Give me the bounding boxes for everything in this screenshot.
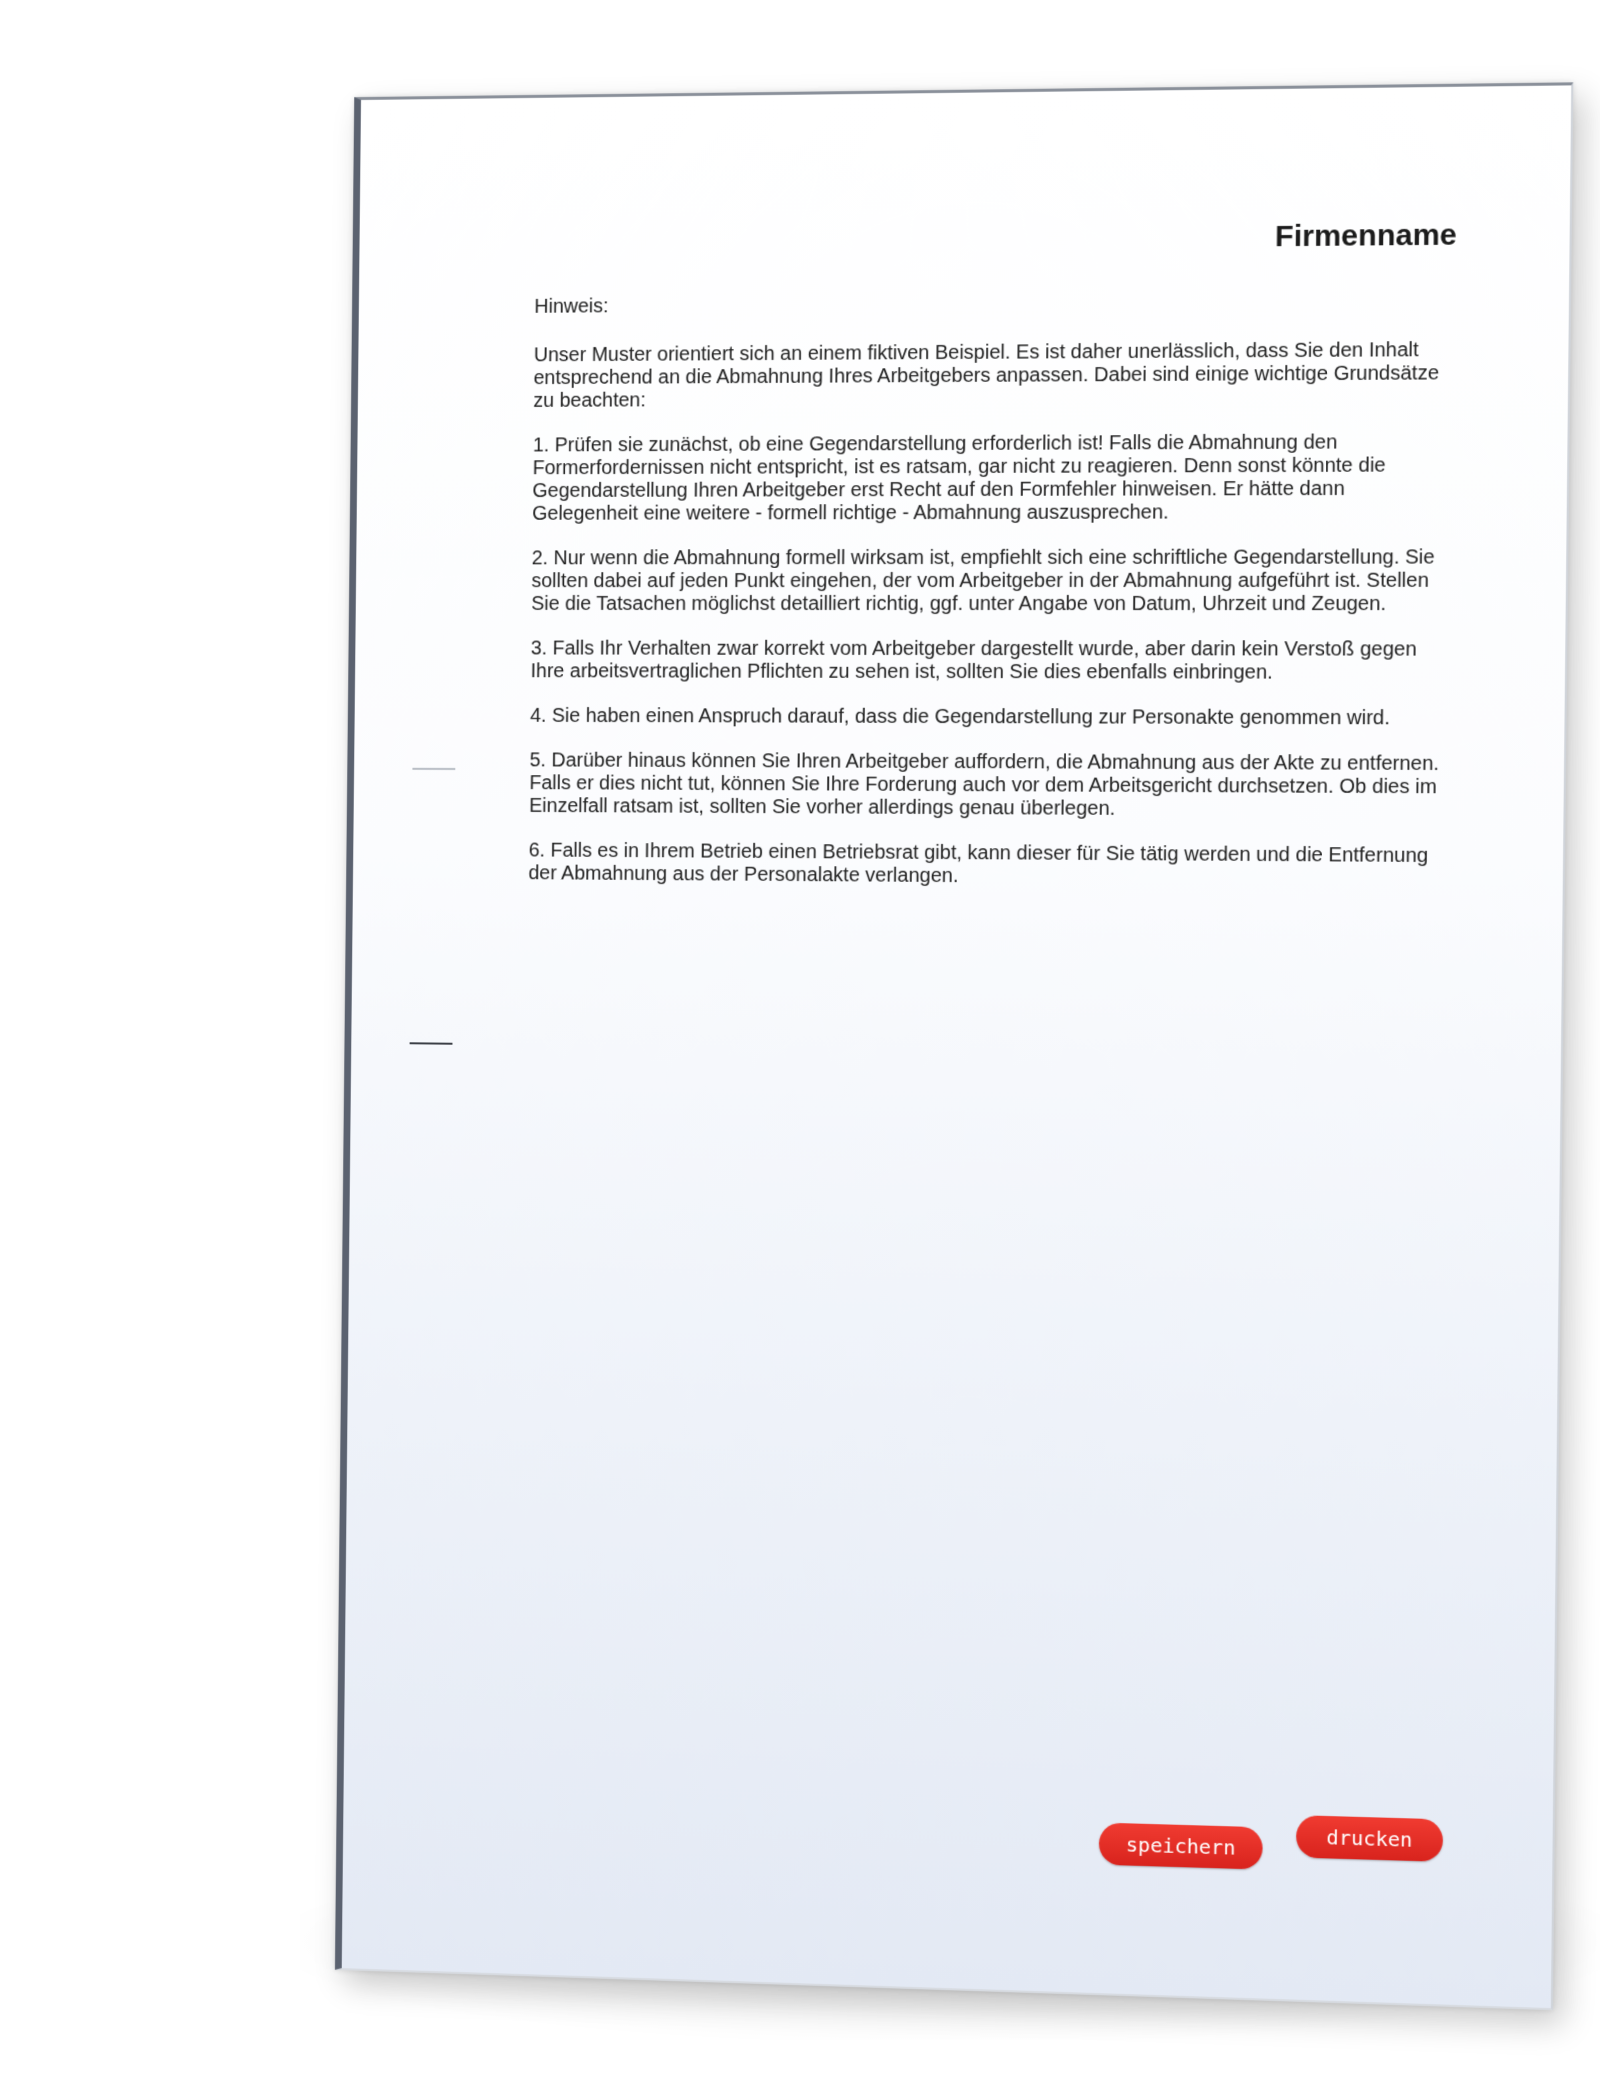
point-5: 5. Darüber hinaus können Sie Ihren Arbeitgeber auffordern, die Abmahnung aus der Akte zu entfernen. Falls er dies nicht tut, können Sie Ihre Forderung auch vor dem Arbeitsgericht durchsetzen. Ob dies im Einzelfall ratsam ist, sollten Sie vorher allerdings genau überlegen. xyxy=(529,749,1440,820)
document-body xyxy=(528,289,1445,913)
punch-mark xyxy=(410,1042,453,1044)
point-1: 1. Prüfen sie zunächst, ob eine Gegendarstellung erforderlich ist! Falls die Abmahnung den Formerfordernissen nicht entspricht, ist es ratsam, gar nicht zu reagieren. Denn sonst könnte die Gegendarstellung Ihren Arbeitgeber erst Recht auf den Formfehler hinweisen. Er hätte dann Gelegenheit eine weitere - formell richtige - Abmahnung auszusprechen. xyxy=(532,431,1386,525)
document-page xyxy=(335,82,1573,2010)
point-3: 3. Falls Ihr Verhalten zwar korrekt vom Arbeitgeber dargestellt wurde, aber darin kein Verstoß gegen Ihre arbeitsvertraglichen Pflichten zu sehen ist, sollten Sie dies ebenfalls einbringen. xyxy=(530,637,1417,684)
save-button[interactable]: speichern xyxy=(1099,1823,1263,1870)
company-name: Firmenname xyxy=(1274,218,1458,254)
point-4: 4. Sie haben einen Anspruch darauf, dass die Gegendarstellung zur Personakte genommen wird. xyxy=(530,704,1391,730)
point-6: 6. Falls es in Ihrem Betrieb einen Betriebsrat gibt, kann dieser für Sie tätig werden und die Entfernung der Abmahnung aus der Personalakte verlangen. xyxy=(528,839,1429,888)
hint-heading: Hinweis: xyxy=(534,295,609,318)
point-2: 2. Nur wenn die Abmahnung formell wirksam ist, empfiehlt sich eine schriftliche Gegendarstellung. Sie sollten dabei auf jeden Punkt eingehen, der vom Arbeitgeber in der Abmahnung aufgeführt ist. Stellen Sie die Tatsachen möglichst detailliert richtig, ggf. unter Angabe von Datum, Uhrzeit und Zeugen. xyxy=(531,546,1435,616)
print-button[interactable]: drucken xyxy=(1296,1815,1443,1862)
intro-paragraph: Unser Muster orientiert sich an einem fiktiven Beispiel. Es ist daher unerlässlich, dass Sie den Inhalt entsprechend an die Abmahnung Ihres Arbeitgebers anpassen. Dabei sind einige wichtige Grundsätze zu beachten: xyxy=(533,339,1440,412)
fold-mark xyxy=(412,768,455,770)
